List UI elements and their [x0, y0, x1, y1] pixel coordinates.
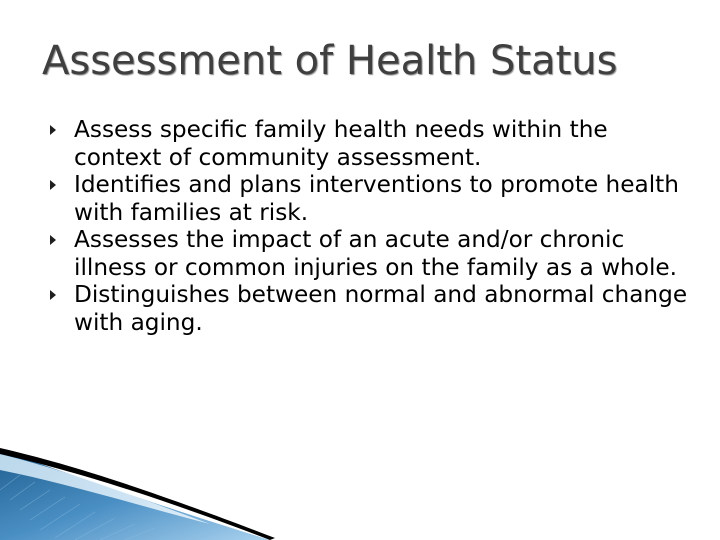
bullet-text: Distinguishes between normal and abnormal change with aging.	[74, 281, 688, 336]
bullet-item	[50, 226, 690, 281]
bullet-item	[50, 171, 690, 226]
triangle-right-icon	[50, 180, 56, 190]
corner-swoosh-decoration	[0, 440, 300, 540]
bullet-text: Assesses the impact of an acute and/or chronic illness or common injuries on the family as a whole.	[74, 226, 678, 281]
triangle-right-icon	[50, 125, 56, 135]
bullet-text: Identifies and plans interventions to promote health with families at risk.	[74, 171, 679, 226]
triangle-right-icon	[50, 235, 56, 245]
bullet-item	[50, 116, 690, 171]
slide-title: Assessment of Health Status	[42, 38, 618, 84]
bullet-item	[50, 281, 690, 336]
bullet-text: Assess specific family health needs within the context of community assessment.	[74, 116, 608, 171]
triangle-right-icon	[50, 290, 56, 300]
bullet-list	[50, 116, 690, 336]
